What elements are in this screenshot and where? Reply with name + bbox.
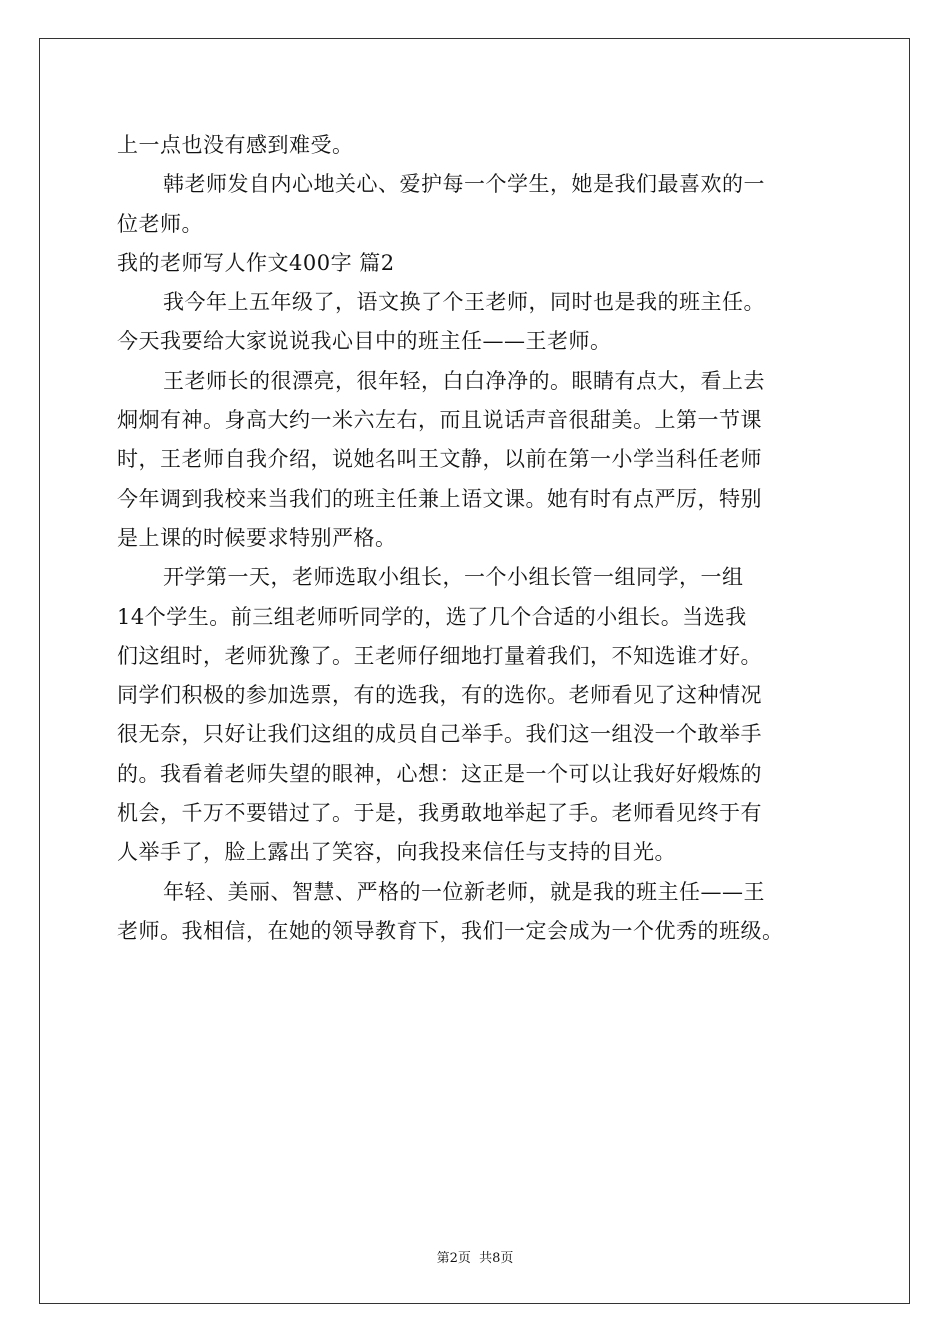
- text-line: 很无奈，只好让我们这组的成员自己举手。我们这一组没一个敢举手: [117, 722, 762, 747]
- text-line: 炯炯有神。身高大约一米六左右，而且说话声音很甜美。上第一节课: [117, 408, 762, 433]
- text-line: 韩老师发自内心地关心、爱护每一个学生，她是我们最喜欢的一: [163, 172, 765, 197]
- text-line: 机会，千万不要错过了。于是，我勇敢地举起了手。老师看见终于有: [117, 801, 762, 826]
- text-line: 王老师长的很漂亮，很年轻，白白净净的。眼睛有点大，看上去: [163, 368, 765, 393]
- text-line: 今天我要给大家说说我心目中的班主任——王老师。: [117, 329, 612, 354]
- text-line: 时，王老师自我介绍，说她名叫王文静，以前在第一小学当科任老师: [117, 447, 762, 472]
- page-number: 第2页: [436, 1251, 471, 1266]
- text-line: 今年调到我校来当我们的班主任兼上语文课。她有时有点严厉，特别: [117, 486, 762, 511]
- page-footer: [0, 1247, 950, 1266]
- text-line: 我的老师写人作文400字 篇2: [117, 250, 395, 275]
- text-line: 是上课的时候要求特别严格。: [117, 525, 397, 550]
- text-line: 我今年上五年级了，语文换了个王老师，同时也是我的班主任。: [163, 290, 765, 315]
- document-body: [117, 126, 837, 951]
- text-line: 同学们积极的参加选票，有的选我，有的选你。老师看见了这种情况: [117, 683, 762, 708]
- text-line: 位老师。: [117, 211, 203, 236]
- text-line: 人举手了，脸上露出了笑容，向我投来信任与支持的目光。: [117, 840, 676, 865]
- text-line: 上一点也没有感到难受。: [117, 133, 354, 157]
- page-total: 共8页: [479, 1251, 514, 1266]
- text-line: 14个学生。前三组老师听同学的，选了几个合适的小组长。当选我: [117, 604, 747, 629]
- text-line: 们这组时，老师犹豫了。王老师仔细地打量着我们，不知选谁才好。: [117, 643, 762, 668]
- text-line: 年轻、美丽、智慧、严格的一位新老师，就是我的班主任——王: [163, 879, 765, 904]
- text-line: 开学第一天，老师选取小组长，一个小组长管一组同学，一组: [163, 565, 744, 590]
- text-line: 老师。我相信，在她的领导教育下，我们一定会成为一个优秀的班级。: [117, 918, 784, 943]
- text-line: 的。我看着老师失望的眼神，心想：这正是一个可以让我好好煅炼的: [117, 761, 762, 786]
